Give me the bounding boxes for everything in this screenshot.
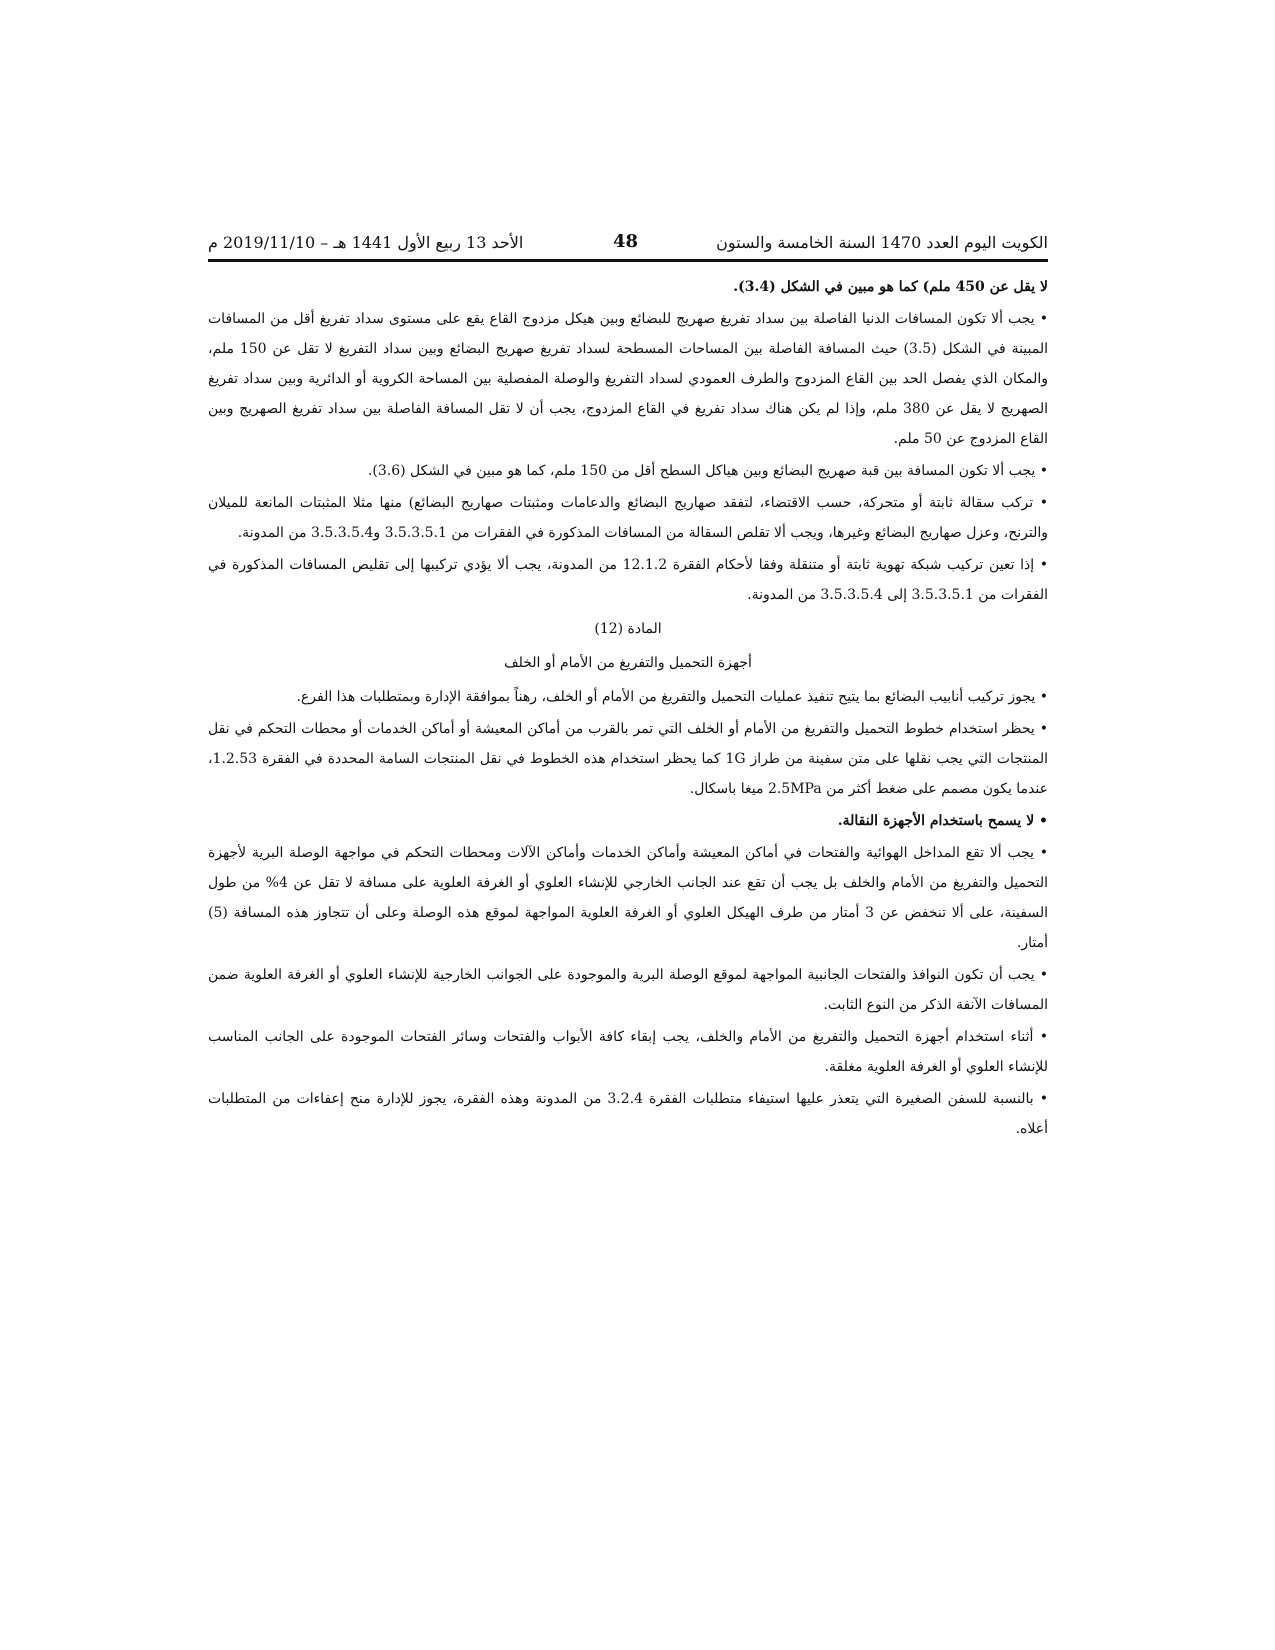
article-title: أجهزة التحميل والتفريغ من الأمام أو الخلف <box>504 655 752 671</box>
paragraph-tank-dome: • يجب ألا تكون المسافة بين قبة صهريج البضائع وبين هياكل السطح أقل من 150 ملم، كما هو مبين في الشكل (3.6). <box>367 463 1048 479</box>
header-divider <box>208 259 1048 262</box>
article-paragraph: • بالنسبة للسفن الصغيرة التي يتعذر عليها استيفاء متطلبات الفقرة 3.2.4 من المدونة وهذه الفقرة، يجوز للإدارة منح إعفاءات من المتطلبات أعلاه. <box>208 1091 1048 1137</box>
paragraph-discharge-valve: • يجب ألا تكون المسافات الدنيا الفاصلة بين سداد تفريغ صهريج للبضائع وبين هيكل مزدوج القاع يقع على مستوى سداد تفريغ أقل من المسافات المبينة في الشكل (3.5) حيث المسافة الفاصلة بين المساحات المسطحة لسداد تفريغ صهريج البضائع وبين سداد التفريغ لا تقل عن 150 ملم، والمكان الذي يفصل الحد بين القاع المزدوج والطرف العمودي لسداد التفريغ والوصلة المفصلية بين المساحة الكروية أو الدائرية وبين سداد تفريغ الصهريج لا يقل عن 380 ملم، وإذا لم يكن هناك سداد تفريغ في القاع المزدوج، يجب أن لا تقل المسافة الفاصلة بين سداد تفريغ الصهريج وبين القاع المزدوج عن 50 ملم. <box>208 311 1048 447</box>
header-date: الأحد 13 ربيع الأول 1441 هـ – 2019/11/10 م <box>208 233 524 252</box>
article-number: المادة (12) <box>594 621 662 637</box>
header-page-number: 48 <box>613 231 639 252</box>
page-header <box>208 225 1048 259</box>
body-text <box>208 272 1048 610</box>
article-body <box>208 682 1048 1144</box>
paragraph-continuation: لا يقل عن 450 ملم) كما هو مبين في الشكل (3.4). <box>733 279 1048 295</box>
paragraph-ventilation: • إذا تعين تركيب شبكة تهوية ثابتة أو متنقلة وفقا لأحكام الفقرة 12.1.2 من المدونة، يجب ألا يؤدي تركيبها إلى تقليص المسافات المذكورة في الفقرات من 3.5.3.5.1 إلى 3.5.3.5.4 من المدونة. <box>208 557 1049 603</box>
article-paragraph: • أثناء استخدام أجهزة التحميل والتفريغ من الأمام والخلف، يجب إبقاء كافة الأبواب والفتحات وسائر الفتحات الموجودة على الجانب المناسب للإنشاء العلوي أو الغرفة العلوية مغلقة. <box>208 1029 1048 1075</box>
article-paragraph: • يجوز تركيب أنابيب البضائع بما يتيح تنفيذ عمليات التحميل والتفريغ من الأمام أو الخلف، رهناً بموافقة الإدارة وبمتطلبات هذا الفرع. <box>296 689 1048 705</box>
article-paragraph: • يجب ألا تقع المداخل الهوائية والفتحات في أماكن المعيشة وأماكن الخدمات وأماكن الآلات ومحطات التحكم في مواجهة الوصلة البرية لأجهزة التحميل والتفريغ من الأمام والخلف بل يجب أن تقع عند الجانب الخارجي للإنشاء العلوي أو الغرفة العلوية على مسافة لا تقل عن 4% من طول السفينة، على ألا تنخفض عن 3 أمتار من طرف الهيكل العلوي أو الغرفة العلوية المواجهة لموقع هذه الوصلة وعلى أن تتجاوز هذه المسافة (5) أمتار. <box>208 845 1049 951</box>
gazette-page <box>208 225 1048 1146</box>
paragraph-scaffolding: • تركب سقالة ثابتة أو متحركة، حسب الاقتضاء، لتفقد صهاريج البضائع والدعامات ومثبتات صهاريج البضائع) منها مثلا المثبتات المانعة للميلان والترنح، وعزل صهاريج البضائع وغيرها، ويجب ألا تقلص السقالة من المسافات المذكورة في الفقرات من 3.5.3.5.1 و3.5.3.5.4 من المدونة. <box>208 495 1048 541</box>
article-paragraph: • يجب أن تكون النوافذ والفتحات الجانبية المواجهة لموقع الوصلة البرية والموجودة على الجوانب الخارجية للإنشاء العلوي أو الغرفة العلوية ضمن المسافات الآنفة الذكر من النوع الثابت. <box>208 967 1048 1013</box>
header-issue-info: الكويت اليوم العدد 1470 السنة الخامسة والستون <box>716 233 1048 252</box>
article-paragraph: • لا يسمح باستخدام الأجهزة النقالة. <box>837 813 1048 829</box>
article-paragraph: • يحظر استخدام خطوط التحميل والتفريغ من الأمام أو الخلف التي تمر بالقرب من أماكن المعيشة أو أماكن الخدمات أو محطات التحكم في نقل المنتجات التي يجب نقلها على متن سفينة من طراز 1G كما يحظر استخدام هذه الخطوط في نقل المنتجات السامة المحددة في الفقرة 1.2.53، عندما يكون مصمم على ضغط أكثر من 2.5MPa ميغا باسكال. <box>208 721 1048 797</box>
